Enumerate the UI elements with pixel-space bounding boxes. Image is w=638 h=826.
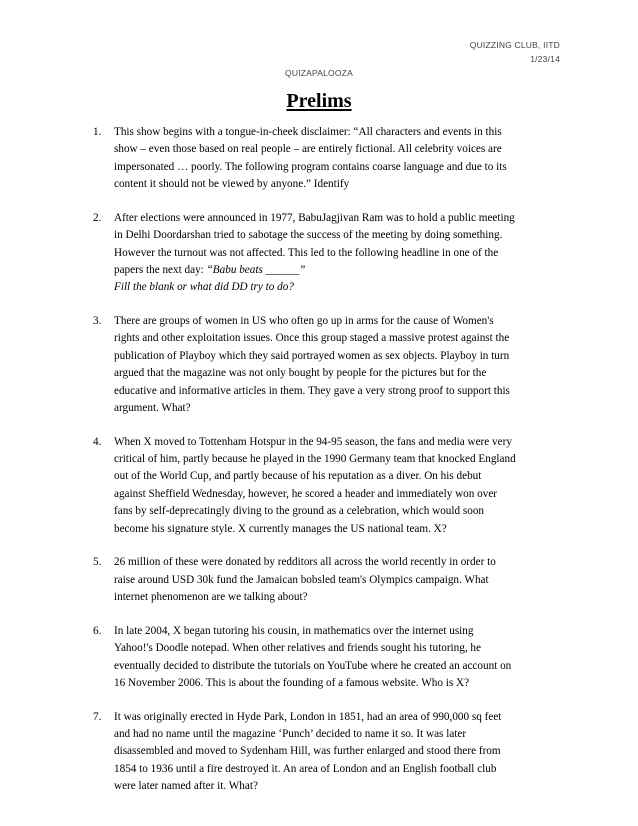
question-item bbox=[93, 313, 563, 417]
question-number: 6. bbox=[93, 624, 102, 637]
question-text bbox=[114, 709, 563, 796]
question-line: rights and other exploitation issues. Once this group staged a massive protest against the bbox=[114, 332, 510, 345]
question-line: internet phenomenon are we talking about? bbox=[114, 591, 308, 604]
question-line: and had no name until the magazine ‘Punch’ decided to name it so. It was later bbox=[114, 727, 467, 740]
question-item bbox=[93, 623, 563, 693]
question-line: fans by self-deprecatingly diving to the ground as a celebration, which would soon bbox=[114, 505, 485, 518]
question-line: 26 million of these were donated by redditors all across the world recently in order to bbox=[114, 556, 496, 569]
question-line: critical of him, partly because he played in the 1990 Germany team that knocked England bbox=[114, 453, 516, 466]
question-number: 2. bbox=[93, 211, 102, 224]
question-line: argued that the magazine was not only bought by people for the pictures but for the bbox=[114, 367, 487, 380]
question-list bbox=[93, 124, 563, 812]
question-line: out of the World Cup, and partly because of his reputation as a diver. On his debut bbox=[114, 470, 482, 483]
question-line: Yahoo!'s Doodle notepad. When other relatives and friends sought his tutoring, he bbox=[114, 642, 481, 655]
question-item bbox=[93, 434, 563, 538]
header-date: 1/23/14 bbox=[530, 54, 560, 64]
question-number: 5. bbox=[93, 556, 102, 569]
question-line: become his signature style. X currently manages the US national team. X? bbox=[114, 522, 447, 535]
question-text bbox=[114, 124, 563, 194]
header-event: QUIZAPALOOZA bbox=[285, 68, 353, 78]
question-line: When X moved to Tottenham Hotspur in the 94-95 season, the fans and media were very bbox=[114, 435, 512, 448]
question-item bbox=[93, 554, 563, 606]
headline-quote: “Babu beats ______” bbox=[206, 264, 306, 277]
question-line: This show begins with a tongue-in-cheek disclaimer: “All characters and events in this bbox=[114, 126, 502, 138]
question-line: raise around USD 30k fund the Jamaican bobsled team's Olympics campaign. What bbox=[114, 573, 489, 586]
question-line: show – even those based on real people – are entirely fictional. All celebrity voices are bbox=[114, 143, 502, 156]
question-text bbox=[114, 554, 563, 606]
question-line-prefix: papers the next day: bbox=[114, 264, 207, 277]
question-line: eventually decided to distribute the tutorials on YouTube where he created an account on bbox=[114, 659, 512, 672]
question-line: educative and informative articles in them. They gave a very strong proof to support this bbox=[114, 384, 510, 397]
question-item bbox=[93, 210, 563, 297]
question-item bbox=[93, 124, 563, 194]
question-line: 16 November 2006. This is about the founding of a famous website. Who is X? bbox=[114, 676, 470, 689]
question-text bbox=[114, 313, 563, 417]
question-number: 3. bbox=[93, 315, 102, 328]
question-prompt: Fill the blank or what did DD try to do? bbox=[114, 281, 294, 294]
question-line: However the turnout was not affected. This led to the following headline in one of the bbox=[114, 246, 499, 259]
question-line: disassembled and moved to Sydenham Hill, was further enlarged and stood there from bbox=[114, 745, 501, 758]
question-line: in Delhi Doordarshan tried to sabotage the success of the meeting by doing something. bbox=[114, 229, 503, 242]
question-line: After elections were announced in 1977, BabuJagjivan Ram was to hold a public meeting bbox=[114, 211, 515, 224]
question-line: were later named after it. What? bbox=[114, 780, 258, 793]
question-line: impersonated … poorly. The following program contains coarse language and due to its bbox=[114, 160, 507, 173]
question-line: publication of Playboy which they said portrayed women as sex objects. Playboy in turn bbox=[114, 349, 510, 362]
question-number: 7. bbox=[93, 710, 102, 723]
question-item bbox=[93, 709, 563, 796]
question-number: 1. bbox=[93, 126, 102, 138]
question-line: argument. What? bbox=[114, 402, 191, 415]
question-line: It was originally erected in Hyde Park, London in 1851, had an area of 990,000 sq feet bbox=[114, 710, 502, 723]
page-title: Prelims bbox=[286, 90, 352, 112]
question-line: content it should not be viewed by anyone.” Identify bbox=[114, 178, 350, 191]
question-text bbox=[114, 623, 563, 693]
question-line bbox=[114, 262, 563, 279]
question-text bbox=[114, 434, 563, 538]
question-line: In late 2004, X began tutoring his cousin, in mathematics over the internet using bbox=[114, 624, 474, 637]
question-number: 4. bbox=[93, 435, 102, 448]
question-line: There are groups of women in US who often go up in arms for the cause of Women's bbox=[114, 315, 494, 328]
question-line: against Sheffield Wednesday, however, he scored a header and immediately won over bbox=[114, 487, 498, 500]
question-line: 1854 to 1936 until a fire destroyed it. An area of London and an English football club bbox=[114, 762, 497, 775]
question-text bbox=[114, 210, 563, 297]
header-org: QUIZZING CLUB, IITD bbox=[469, 40, 560, 50]
